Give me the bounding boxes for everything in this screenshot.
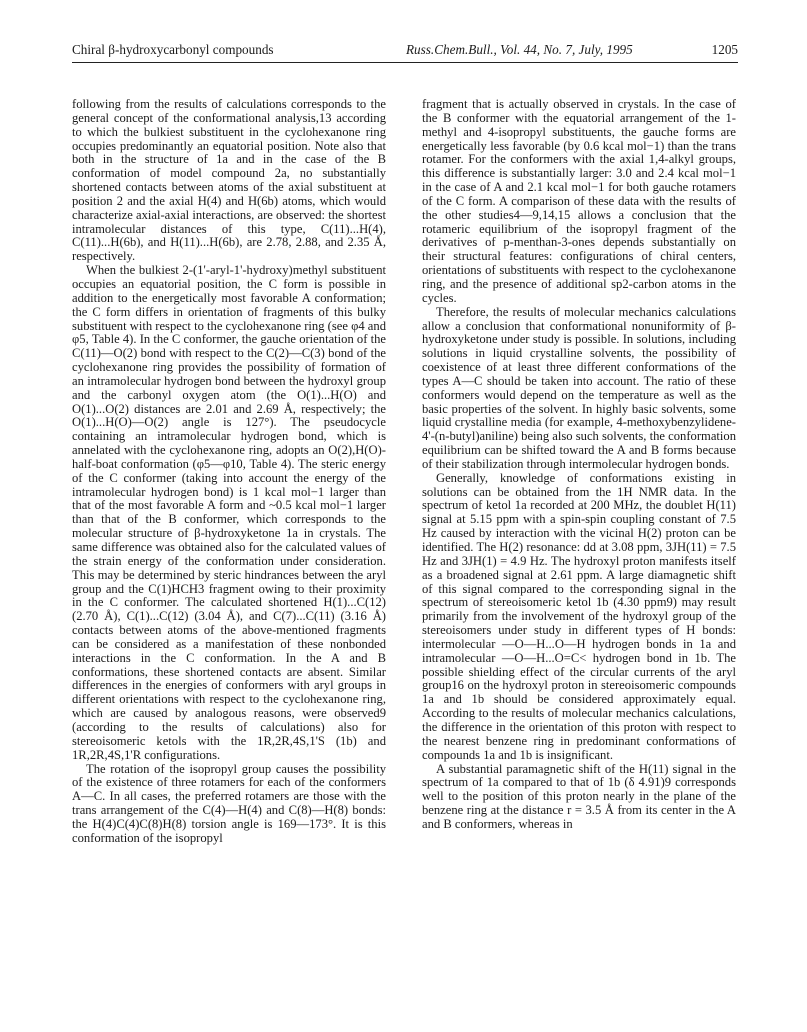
paragraph: following from the results of calculations corresponds to the general concept of the conformational analysis,13 according to which the bulkiest substituent in the cyclohexanone ring occupies predominantly an equatorial position. Note also that both in the structure of 1a and in the case of the B conformation of model compound 2a, no substantially shortened contacts between atoms of the axial substituent at position 2 and the axial H(4) and H(6b) atoms, which would characterize axial-axial interactions, are observed: the shortest intramolecular distances of this type, C(11)...H(4), C(11)...H(6b), and H(11)...H(6b), are 2.78, 2.88, and 2.35 Å, respectively.: [72, 97, 386, 264]
running-title: Chiral β-hydroxycarbonyl compounds: [72, 42, 274, 57]
running-header: [72, 38, 738, 63]
paragraph: Therefore, the results of molecular mechanics calculations allow a conclusion that conformational nonuniformity of β-hydroxyketone under study is possible. In solutions, including solutions in liquid crystalline solvents, the possibility of coexistence of at least three different conformations of the types A—C should be taken into account. The ratio of these conformers would depend on the temperature as well as the basic properties of the solvent. In highly basic solvents, some liquid crystalline media (for example, 4-methoxybenzylidene-4'-(n-butyl)aniline) being also such solvents, the conformation equilibrium can be shifted toward the A and B forms because of their stabilization through intermolecular hydrogen bonds.: [422, 304, 736, 471]
paragraph: fragment that is actually observed in crystals. In the case of the B conformer with the equatorial arrangement of the 1-methyl and 4-isopropyl substituents, the gauche forms are energetically less favorable (by 0.6 kcal mol−1) than the trans rotamer. For the conformers with the axial 1,4-alkyl groups, this difference is substantially larger: 3.0 and 2.4 kcal mol−1 in the case of A and 2.1 kcal mol−1 for both gauche rotamers of the C form. A comparison of these data with the results of the other studies4—9,14,15 allows a conclusion that the rotameric equilibrium of the isopropyl fragment of the derivatives of p-menthan-3-ones depends substantially on their structural features: configurations of chiral centers, orientations of substituents with respect to the cyclohexanone ring, and the presence of additional sp2-carbon atoms in the cycles.: [422, 97, 736, 305]
left-column: [72, 98, 386, 846]
paragraph: The rotation of the isopropyl group causes the possibility of the existence of three rotamers for each of the conformers A—C. In all cases, the preferred rotamers are those with the trans arrangement of the C(4)—H(4) and C(8)—H(8) bonds: the H(4)C(4)C(8)H(8) torsion angle is 169—173°. It is this conformation of the isopropyl: [72, 761, 386, 845]
paragraph: Generally, knowledge of conformations existing in solutions can be obtained from the 1H NMR data. In the spectrum of ketol 1a recorded at 200 MHz, the doublet H(11) signal at 5.15 ppm with a spin-spin coupling constant of 7.5 Hz caused by interaction with the vicinal H(2) proton can be identified. The H(2) resonance: dd at 3.08 ppm, 3JH(11) = 7.5 Hz and 3JH(1) = 4.9 Hz. The hydroxyl proton manifests itself as a broadened signal at 2.61 ppm. A large diamagnetic shift of this signal compared to the corresponding signal in the spectrum of stereoisomeric ketol 1b (4.30 ppm9) may result primarily from the involvement of the hydroxyl group of the stereoisomers under study in different types of H bonds: intermolecular —O—H...O—H hydrogen bonds in 1a and intramolecular —O—H...O=C< hydrogen bond in 1b. The possible shielding effect of the circular currents of the aryl group16 on the hydroxyl proton in stereoisomeric compounds 1a and 1b should be considered approximately equal. According to the results of molecular mechanics calculations, the difference in the orientation of this proton with respect to the nearest benzene ring in predominant conformations of compounds 1a and 1b is insignificant.: [422, 470, 736, 762]
page-number: 1205: [711, 42, 738, 57]
paragraph: A substantial paramagnetic shift of the H(11) signal in the spectrum of 1a compared to that of 1b (δ 4.91)9 corresponds well to the position of this proton nearly in the plane of the benzene ring at the distance r = 3.5 Å from its center in the A and B conformers, whereas in: [422, 761, 736, 831]
paragraph: When the bulkiest 2-(1'-aryl-1'-hydroxy)methyl substituent occupies an equatorial position, the C form is possible in addition to the energetically most favorable A conformation; the C form differs in orientation of fragments of this bulky substituent with respect to the cyclohexanone ring (see φ4 and φ5, Table 4). In the C conformer, the gauche orientation of the C(11)—O(2) bond with respect to the C(2)—C(3) bond of the cyclohexanone ring provides the possibility of formation of an intramolecular hydrogen bond between the hydroxyl group and the carbonyl oxygen atom (the O(1)...H(O) and O(1)...O(2) distances are 2.01 and 2.69 Å, respectively; the O(1)...H(O)—O(2) angle is 127°). The pseudocycle containing an intramolecular hydrogen bond, which is annelated with the cyclohexanone ring, adopts an O(2),H(O)-half-boat conformation (φ5—φ10, Table 4). The steric energy of the C conformer (taking into account the energy of the intramolecular hydrogen bond) is 1 kcal mol−1 larger than that of the most favorable A form and ~0.5 kcal mol−1 larger than that of the B conformer, which corresponds to the molecular structure of β-hydroxyketone 1a in crystals. The same difference was obtained also for the calculated values of the strain energy of the conformation under consideration. This may be determined by steric hindrances between the aryl group and the C(1)HCH3 fragment owing to their proximity in the C conformer. The calculated shortened H(1)...C(12) (2.70 Å), C(1)...C(12) (3.04 Å), and C(7)...C(11) (3.16 Å) contacts between atoms of the above-mentioned fragments can be considered as a manifestation of these nonbonded interactions in the C conformation. In the A and B conformations, these shortened contacts are absent. Similar differences in the energies of conformers with aryl groups in different orientations with respect to the cyclohexanone ring, which are caused by analogous reasons, were observed9 (according to the results of calculations) also for stereoisomeric ketols with the 1R,2R,4S,1'S (1b) and 1R,2R,4S,1'R configurations.: [72, 263, 386, 762]
journal-citation: Russ.Chem.Bull., Vol. 44, No. 7, July, 1995: [406, 42, 633, 57]
right-column: [422, 98, 736, 832]
